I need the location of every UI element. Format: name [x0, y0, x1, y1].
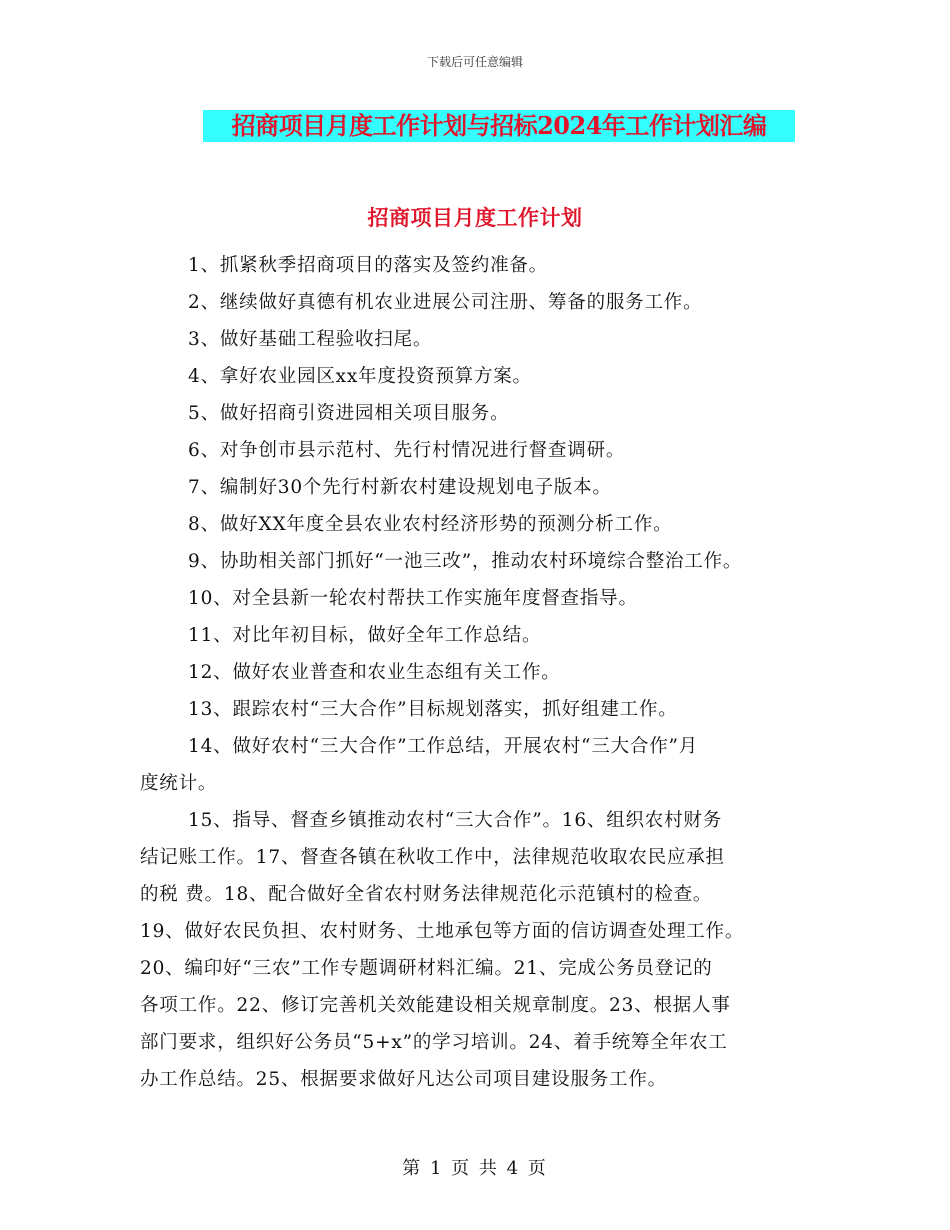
text-line: 办工作总结。25、根据要求做好凡达公司项目建设服务工作。 [140, 1069, 667, 1090]
header-note: 下载后可任意编辑 [426, 55, 523, 69]
text-line: 5、做好招商引资进园相关项目服务。 [188, 403, 510, 424]
text-line: 度统计。 [140, 773, 218, 794]
document-body [140, 250, 830, 1101]
text-line: 的税 费。18、配合做好全省农村财务法律规范化示范镇村的检查。 [140, 884, 713, 905]
text-line: 11、对比年初目标，做好全年工作总结。 [188, 625, 542, 646]
page-title: 招商项目月度工作计划与招标2024年工作计划汇编 [231, 111, 767, 140]
text-line: 19、做好农民负担、农村财务、土地承包等方面的信访调查处理工作。 [140, 921, 745, 942]
text-line: 4、拿好农业园区xx年度投资预算方案。 [188, 366, 532, 387]
text-line: 8、做好XX年度全县农业农村经济形势的预测分析工作。 [188, 514, 673, 535]
text-line: 15、指导、督查乡镇推动农村“三大合作”。16、组织农村财务 [188, 810, 722, 831]
text-line: 14、做好农村“三大合作”工作总结，开展农村“三大合作”月 [188, 736, 699, 757]
text-line: 部门要求，组织好公务员“5+x”的学习培训。24、着手统筹全年农工 [140, 1032, 728, 1053]
text-line: 12、做好农业普查和农业生态组有关工作。 [188, 662, 561, 683]
text-line: 10、对全县新一轮农村帮扶工作实施年度督查指导。 [188, 588, 638, 609]
text-line: 20、编印好“三农”工作专题调研材料汇编。21、完成公务员登记的 [140, 958, 713, 979]
text-line: 13、跟踪农村“三大合作”目标规划落实，抓好组建工作。 [188, 699, 678, 720]
text-line: 7、编制好30个先行村新农村建设规划电子版本。 [188, 477, 612, 498]
text-line: 6、对争创市县示范村、先行村情况进行督查调研。 [188, 440, 626, 461]
text-line: 2、继续做好真德有机农业进展公司注册、筹备的服务工作。 [188, 292, 703, 313]
text-line: 3、做好基础工程验收扫尾。 [188, 329, 433, 350]
section-title: 招商项目月度工作计划 [367, 205, 583, 230]
page-number: 第 1 页 共 4 页 [402, 1158, 548, 1179]
text-line: 结记账工作。17、督查各镇在秋收工作中，法律规范收取农民应承担 [140, 847, 725, 868]
text-line: 1、抓紧秋季招商项目的落实及签约准备。 [188, 255, 548, 276]
text-line: 9、协助相关部门抓好“一池三改”，推动农村环境综合整治工作。 [188, 551, 743, 572]
text-line: 各项工作。22、修订完善机关效能建设相关规章制度。23、根据人事 [140, 995, 731, 1016]
